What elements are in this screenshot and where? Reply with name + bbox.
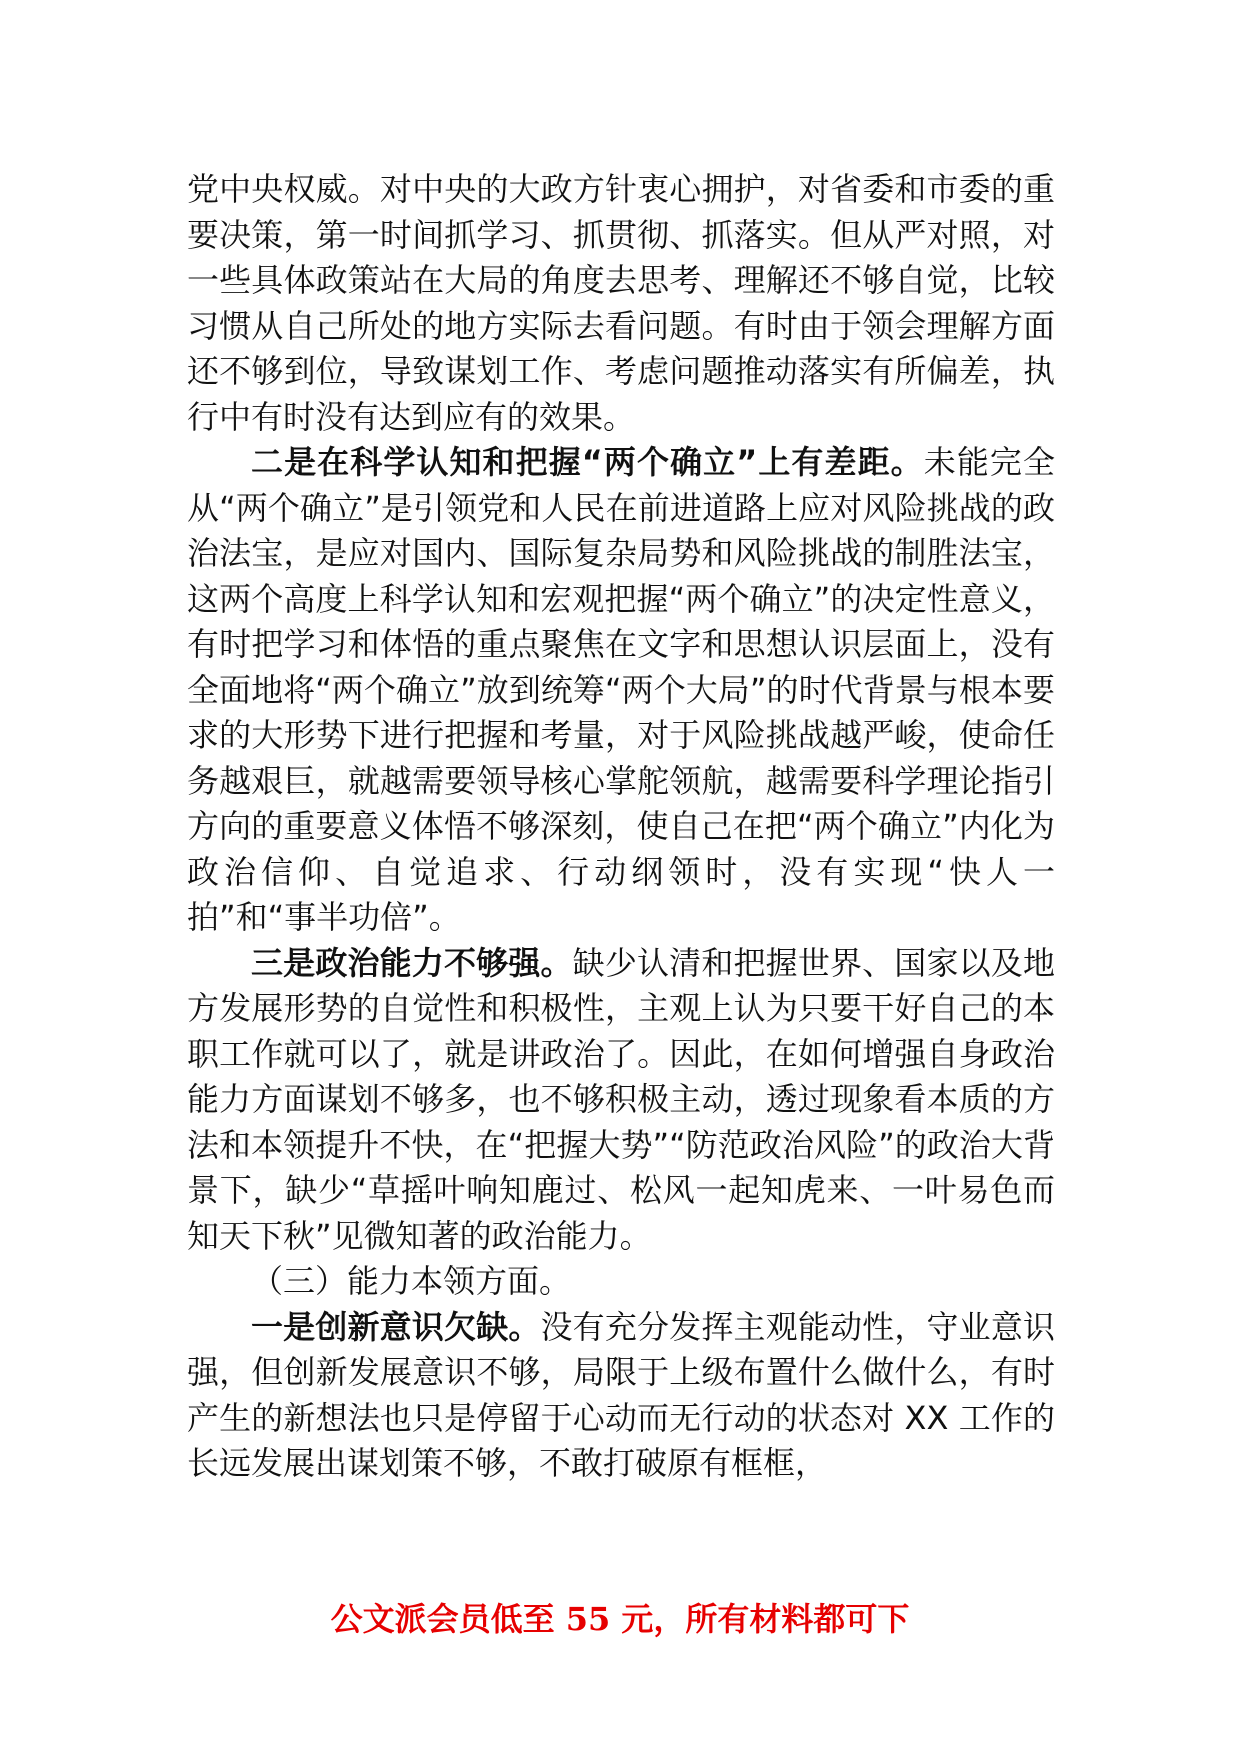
section-heading	[187, 1259, 1055, 1305]
paragraph-point-three	[187, 941, 1055, 1260]
paragraph-point-two	[187, 440, 1055, 941]
section-heading-text: （三）能力本领方面。	[251, 1262, 572, 1300]
paragraph-point-one	[187, 1305, 1055, 1487]
paragraph-text: 党中央权威。对中央的大政方针衷心拥护，对省委和市委的重要决策，第一时间抓学习、抓贯彻、抓落实。但从严对照，对一些具体政策站在大局的角度去思考、理解还不够自觉，比较习惯从自己所处的地方实际去看问题。有时由于领会理解方面还不够到位，导致谋划工作、考虑问题推动落实有所偏差，执行中有时没有达到应有的效果。	[187, 170, 1055, 436]
document-body	[187, 167, 1055, 1487]
paragraph-continuation	[187, 167, 1055, 440]
paragraph-lead: 二是在科学认知和把握“两个确立”上有差距。	[251, 443, 924, 481]
paragraph-text: 缺少认清和把握世界、国家以及地方发展形势的自觉性和积极性，主观上认为只要干好自己的本职工作就可以了，就是讲政治了。因此，在如何增强自身政治能力方面谋划不够多，也不够积极主动，透过现象看本质的方法和本领提升不快，在“把握大势”“防范政治风险”的政治大背景下，缺少“草摇叶响知鹿过、松风一起知虎来、一叶易色而知天下秋”见微知著的政治能力。	[187, 943, 1055, 1255]
paragraph-lead: 三是政治能力不够强。	[251, 943, 573, 982]
paragraph-lead: 一是创新意识欠缺。	[251, 1307, 541, 1346]
membership-promo-banner: 公文派会员低至 55 元，所有材料都可下	[330, 1600, 910, 1638]
paragraph-text: 没有充分发挥主观能动性，守业意识强，但创新发展意识不够，局限于上级布置什么做什么，有时产生的新想法也只是停留于心动而无行动的状态对 XX 工作的长远发展出谋划策不够，不敢打破原有框框，	[187, 1307, 1055, 1482]
paragraph-text: 未能完全从“两个确立”是引领党和人民在前进道路上应对风险挑战的政治法宝，是应对国内、国际复杂局势和风险挑战的制胜法宝，这两个高度上科学认知和宏观把握“两个确立”的决定性意义，有时把学习和体悟的重点聚焦在文字和思想认识层面上，没有全面地将“两个确立”放到统筹“两个大局”的时代背景与根本要求的大形势下进行把握和考量，对于风险挑战越严峻，使命任务越艰巨，就越需要领导核心掌舵领航，越需要科学理论指引方向的重要意义体悟不够深刻，使自己在把“两个确立”内化为政治信仰、自觉追求、行动纲领时，没有实现“快人一拍”和“事半功倍”。	[187, 443, 1055, 936]
